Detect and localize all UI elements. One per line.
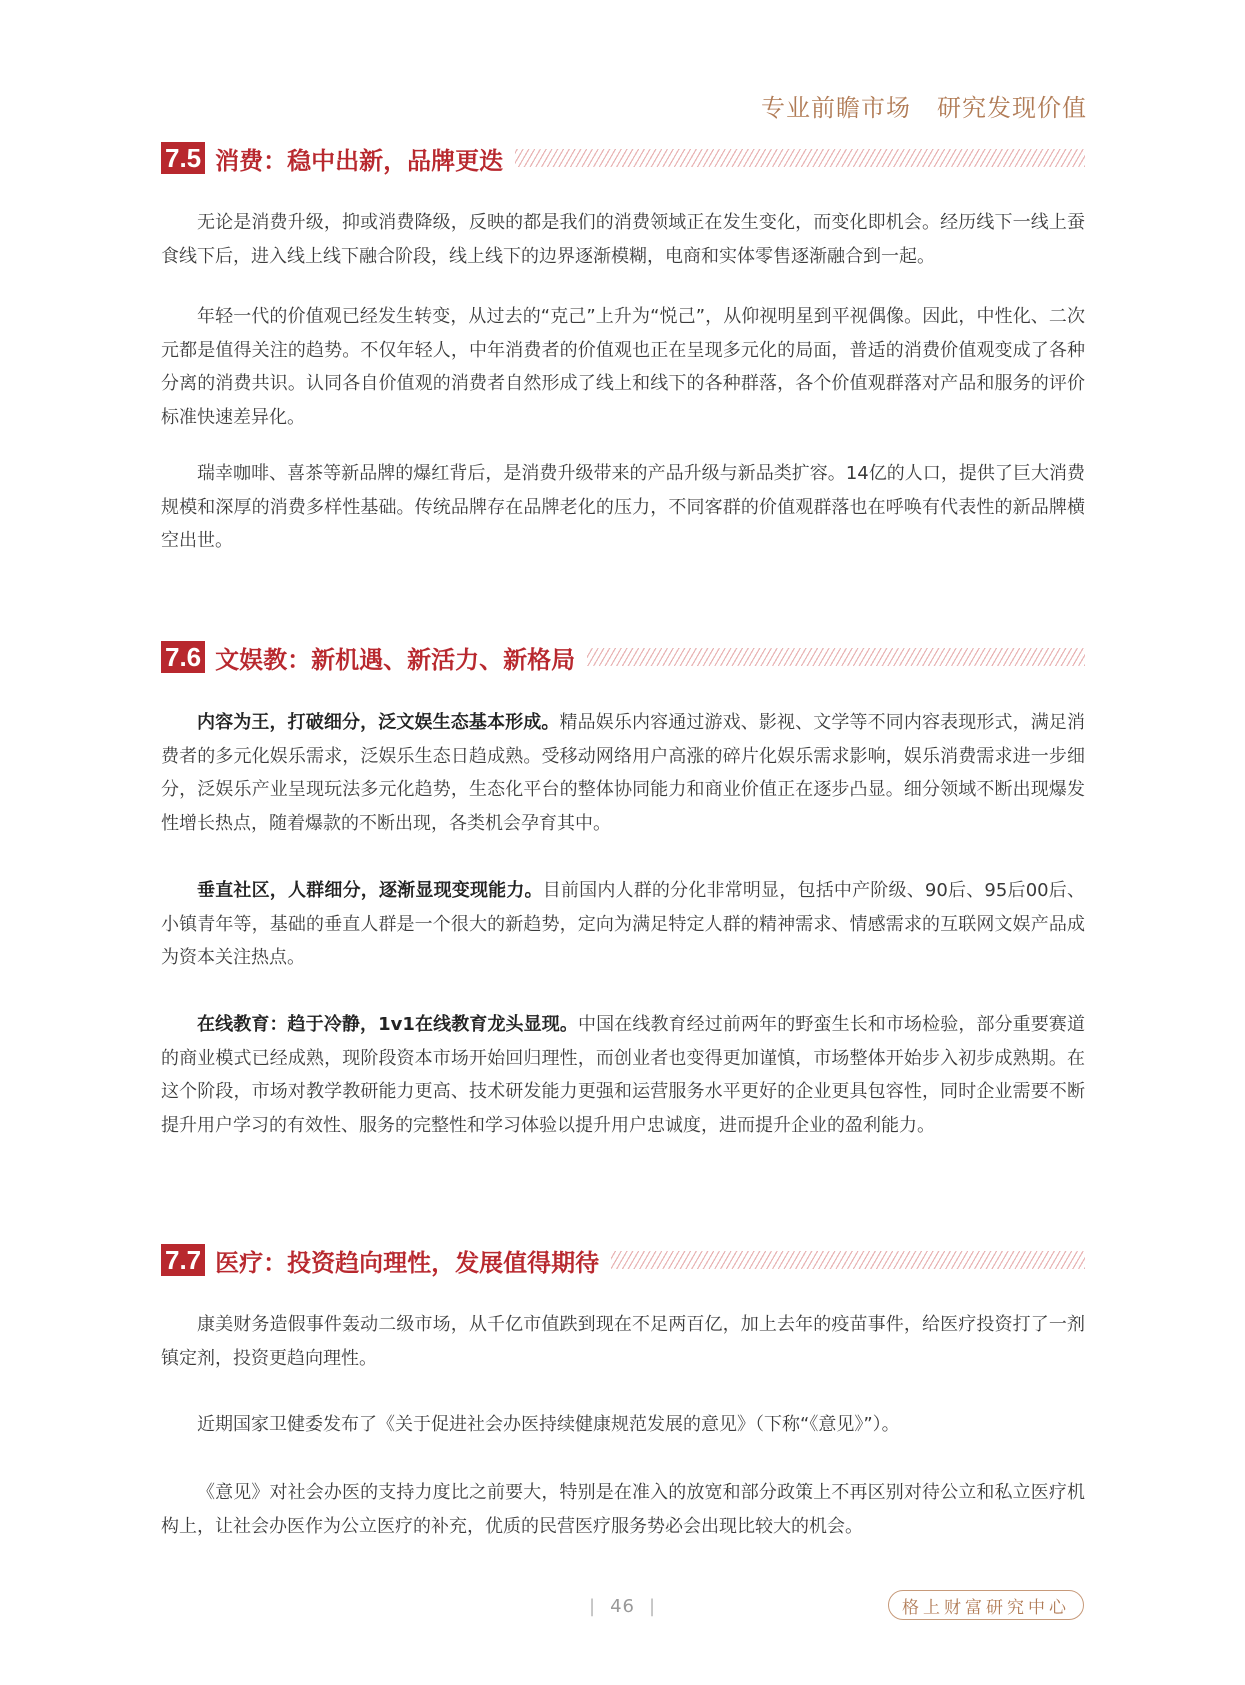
section-number: 7.7: [161, 1244, 205, 1276]
slogan-right: 研究发现价值: [937, 94, 1087, 122]
paragraph-body: 目前国内人群的分化非常明显，包括中产阶级、90后、95后00后、小镇青年等，基础的垂直人群是一个很大的新趋势，定向为满足特定人群的精神需求、情感需求的互联网文娱产品成为资本关注热点。: [161, 880, 1085, 968]
paragraph-lead: 在线教育：趋于冷静，1v1在线教育龙头显现。: [197, 1014, 579, 1035]
section-title: 文娱教：新机遇、新活力、新格局: [215, 645, 576, 674]
section-title: 消费：稳中出新，品牌更迭: [215, 146, 504, 175]
paragraph-body: 中国在线教育经过前两年的野蛮生长和市场检验，部分重要赛道的商业模式已经成熟，现阶段资本市场开始回归理性，而创业者也变得更加谨慎，市场整体开始步入初步成熟期。在这个阶段，市场对教学教研能力更高、技术研发能力更强和运营服务水平更好的企业更具包容性，同时企业需要不断提升用户学习的有效性、服务的完整性和学习体验以提升用户忠诚度，进而提升企业的盈利能力。: [161, 1014, 1086, 1136]
page-number-separator: |: [648, 1596, 657, 1617]
paragraph: [161, 874, 1085, 975]
section-number: 7.6: [161, 641, 205, 673]
slogan-left: 专业前瞻市场: [761, 94, 911, 122]
heading-hatch-decoration: [611, 1251, 1085, 1269]
paragraph: [161, 1008, 1085, 1142]
paragraph: [161, 706, 1085, 840]
paragraph: 年轻一代的价值观已经发生转变，从过去的“克己”上升为“悦己”，从仰视明星到平视偶像。因此，中性化、二次元都是值得关注的趋势。不仅年轻人，中年消费者的价值观也正在呈现多元化的局面，普适的消费价值观变成了各种分离的消费共识。认同各自价值观的消费者自然形成了线上和线下的各种群落，各个价值观群落对产品和服务的评价标准快速差异化。: [161, 306, 1085, 428]
paragraph-lead: 内容为王，打破细分，泛文娱生态基本形成。: [197, 712, 560, 733]
page-number: [575, 1596, 670, 1617]
paragraph-lead: 垂直社区，人群细分，逐渐显现变现能力。: [197, 880, 543, 901]
section-heading-7-7: [161, 1243, 1085, 1277]
paragraph: 近期国家卫健委发布了《关于促进社会办医持续健康规范发展的意见》（下称“《意见》”）。: [197, 1414, 900, 1435]
section-title: 医疗：投资趋向理性，发展值得期待: [215, 1248, 600, 1277]
heading-hatch-decoration: [515, 149, 1085, 167]
section-heading-7-6: [161, 640, 1085, 674]
heading-hatch-decoration: [587, 648, 1085, 666]
page-number-value: 46: [610, 1596, 635, 1617]
paragraph: 无论是消费升级，抑或消费降级，反映的都是我们的消费领域正在发生变化，而变化即机会。经历线下一线上蚕食线下后，进入线上线下融合阶段，线上线下的边界逐渐模糊，电商和实体零售逐渐融合到一起。: [161, 212, 1085, 267]
page-number-separator: |: [589, 1596, 597, 1617]
footer-brand-badge: [888, 1590, 1084, 1620]
section-heading-7-5: [161, 141, 1085, 175]
paragraph-body: 精品娱乐内容通过游戏、影视、文学等不同内容表现形式，满足消费者的多元化娱乐需求，泛娱乐生态日趋成熟。受移动网络用户高涨的碎片化娱乐需求影响，娱乐消费需求进一步细分，泛娱乐产业呈现玩法多元化趋势，生态化平台的整体协同能力和商业价值正在逐步凸显。细分领域不断出现爆发性增长热点，随着爆款的不断出现，各类机会孕育其中。: [161, 712, 1085, 834]
section-number: 7.5: [161, 142, 205, 174]
paragraph: 《意见》对社会办医的支持力度比之前要大，特别是在准入的放宽和部分政策上不再区别对待公立和私立医疗机构上，让社会办医作为公立医疗的补充，优质的民营医疗服务势必会出现比较大的机会。: [161, 1482, 1085, 1537]
footer-brand-text: 格上财富研究中心: [902, 1597, 1070, 1618]
header-slogan: [761, 88, 1087, 123]
paragraph: 瑞幸咖啡、喜茶等新品牌的爆红背后，是消费升级带来的产品升级与新品类扩容。14亿的人口，提供了巨大消费规模和深厚的消费多样性基础。传统品牌存在品牌老化的压力，不同客群的价值观群落也在呼唤有代表性的新品牌横空出世。: [161, 463, 1085, 551]
paragraph: 康美财务造假事件轰动二级市场，从千亿市值跌到现在不足两百亿，加上去年的疫苗事件，给医疗投资打了一剂镇定剂，投资更趋向理性。: [161, 1314, 1085, 1369]
